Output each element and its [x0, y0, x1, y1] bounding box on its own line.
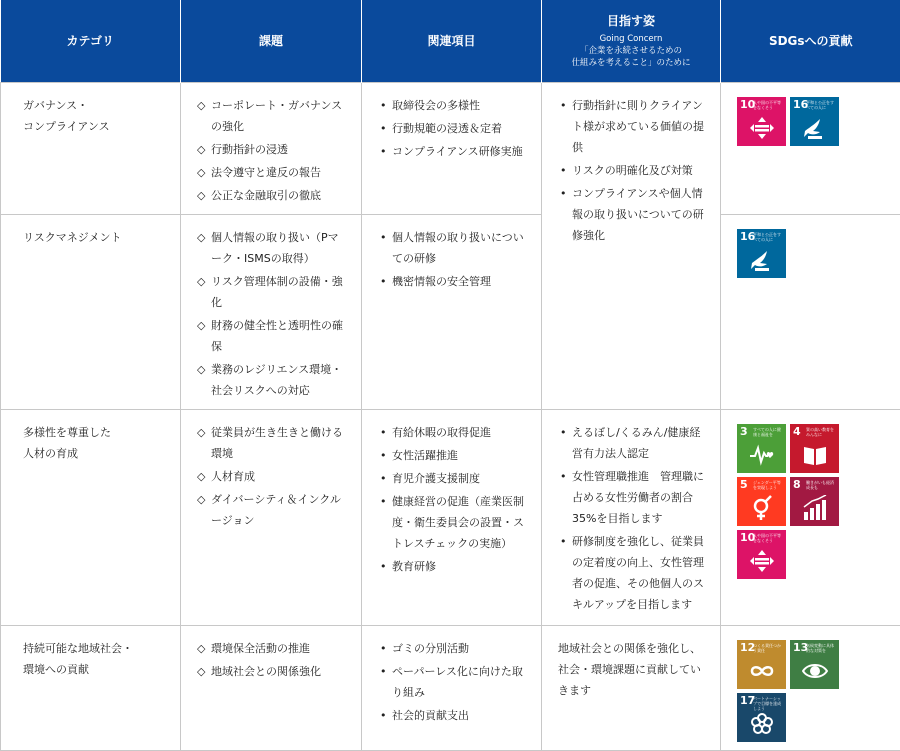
issue-item: ◇ 環境保全活動の推進 [197, 638, 347, 659]
table-row [1, 625, 900, 750]
table-row [1, 82, 900, 214]
issue-item: ◇ 地域社会との関係強化 [197, 661, 347, 682]
dove-icon [802, 115, 828, 141]
heartbeat-icon [749, 442, 775, 468]
related-item: • 行動規範の浸透＆定着 [378, 118, 527, 139]
issues-cell [181, 409, 362, 625]
related-item: • 女性活躍推進 [378, 445, 527, 466]
category-text: コンプライアンス [23, 120, 110, 133]
issue-item: ◇ 法令遵守と違反の報告 [197, 162, 347, 183]
related-cell [362, 82, 542, 214]
issue-item: ◇ 行動指針の浸透 [197, 139, 347, 160]
equality-icon [749, 115, 775, 141]
category-cell [1, 409, 181, 625]
header-goal-sub1: Going Concern [600, 34, 663, 44]
category-text: 多様性を尊重した [23, 426, 111, 439]
sdgs-cell [721, 625, 900, 750]
sdgs-cell [721, 409, 900, 625]
infinity-icon [749, 658, 775, 684]
related-item: • 健康経営の促進（産業医制度・衛生委員会の設置・ストレスチェックの実施） [378, 491, 527, 554]
goal-cell [542, 82, 721, 409]
category-cell [1, 625, 181, 750]
issue-item: ◇ 業務のレジリエンス環境・社会リスクへの対応 [197, 359, 347, 401]
header-goal-sub [548, 33, 714, 69]
related-cell [362, 214, 542, 409]
issue-item: ◇ リスク管理体制の設備・強化 [197, 271, 347, 313]
table-row [1, 214, 900, 409]
goal-item: • コンプライアンスや個人情報の取り扱いについての研修強化 [558, 183, 706, 246]
issue-item: ◇ ダイバーシティ＆インクルージョン [197, 489, 347, 531]
issue-item: ◇ コーポレート・ガバナンスの強化 [197, 95, 347, 137]
goal-item: • 行動指針に則りクライアント様が求めている価値の提供 [558, 95, 706, 158]
related-item: • ペーパーレス化に向けた取り組み [378, 661, 527, 703]
header-issue: 課題 [181, 0, 362, 82]
goal-cell [542, 409, 721, 625]
goal-text: 地域社会との関係を強化し、社会・環境課題に貢献していきます [558, 642, 701, 697]
eye-earth-icon [802, 658, 828, 684]
goal-cell [542, 625, 721, 750]
category-text: 環境への貢献 [23, 663, 89, 676]
related-item: • ゴミの分別活動 [378, 638, 527, 659]
sdgs-cell [721, 82, 900, 214]
header-goal-sub2: 「企業を永続させるための [580, 46, 682, 56]
goal-item: • 研修制度を強化し、従業員の定着度の向上、女性管理者の促進、その他個人のスキルアップを目指します [558, 531, 706, 615]
sdg-13-icon: 13 気候変動に具体的な対策を [790, 640, 839, 689]
sdg-16-icon: 16 平和と公正をすべての人に [737, 229, 786, 278]
sdgs-cell [721, 214, 900, 409]
issue-item: ◇ 個人情報の取り扱い（Pマーク・ISMSの取得） [197, 227, 347, 269]
sdg-12-icon: 12 つくる責任つかう責任 [737, 640, 786, 689]
category-text: 人材の育成 [23, 447, 78, 460]
category-cell [1, 82, 181, 214]
header-goal-sub3: 仕組みを考えること」のために [571, 58, 690, 68]
related-item: • コンプライアンス研修実施 [378, 141, 527, 162]
goal-item: • 女性管理職推進 管理職に占める女性労働者の割合35%を目指します [558, 466, 706, 529]
header-goal-main: 目指す姿 [607, 14, 655, 28]
header-goal [542, 0, 721, 82]
related-item: • 育児介護支援制度 [378, 468, 527, 489]
sdg-16-icon: 16 平和と公正をすべての人に [790, 97, 839, 146]
gender-icon [749, 495, 775, 521]
related-item: • 機密情報の安全管理 [378, 271, 527, 292]
sdg-3-icon: 3 すべての人に健康と福祉を [737, 424, 786, 473]
goal-item: • リスクの明確化及び対策 [558, 160, 706, 181]
issues-cell [181, 82, 362, 214]
issue-item: ◇ 人材育成 [197, 466, 347, 487]
category-text: リスクマネジメント [23, 231, 121, 244]
book-icon [802, 442, 828, 468]
issues-cell [181, 625, 362, 750]
issues-cell [181, 214, 362, 409]
header-category: カテゴリ [1, 0, 181, 82]
header-related: 関連項目 [362, 0, 542, 82]
dove-icon [749, 247, 775, 273]
category-text: 持続可能な地域社会・ [23, 642, 133, 655]
issue-item: ◇ 財務の健全性と透明性の確保 [197, 315, 347, 357]
equality-icon [749, 548, 775, 574]
related-cell [362, 409, 542, 625]
growth-chart-icon [802, 495, 828, 521]
category-text: ガバナンス・ [23, 99, 88, 112]
header-row [1, 0, 900, 82]
flower-icon [749, 711, 775, 737]
related-item: • 社会的貢献支出 [378, 705, 527, 726]
table-row [1, 409, 900, 625]
related-cell [362, 625, 542, 750]
sdg-4-icon: 4 質の高い教育をみんなに [790, 424, 839, 473]
issue-item: ◇ 公正な金融取引の徹底 [197, 185, 347, 206]
related-item: • 有給休暇の取得促進 [378, 422, 527, 443]
related-item: • 取締役会の多様性 [378, 95, 527, 116]
sdg-17-icon: 17 パートナーシップで目標を達成しよう [737, 693, 786, 742]
goal-item: • えるぼし/くるみん/健康経営有力法人認定 [558, 422, 706, 464]
related-item: • 個人情報の取り扱いについての研修 [378, 227, 527, 269]
sdg-10-icon: 10 人や国の不平等をなくそう [737, 97, 786, 146]
issue-item: ◇ 従業員が生き生きと働ける環境 [197, 422, 347, 464]
sdg-8-icon: 8 働きがいも経済成長も [790, 477, 839, 526]
sdg-5-icon: 5 ジェンダー平等を実現しよう [737, 477, 786, 526]
related-item: • 教育研修 [378, 556, 527, 577]
sdg-10-icon: 10 人や国の不平等をなくそう [737, 530, 786, 579]
header-sdgs: SDGsへの貢献 [721, 0, 900, 82]
category-cell [1, 214, 181, 409]
